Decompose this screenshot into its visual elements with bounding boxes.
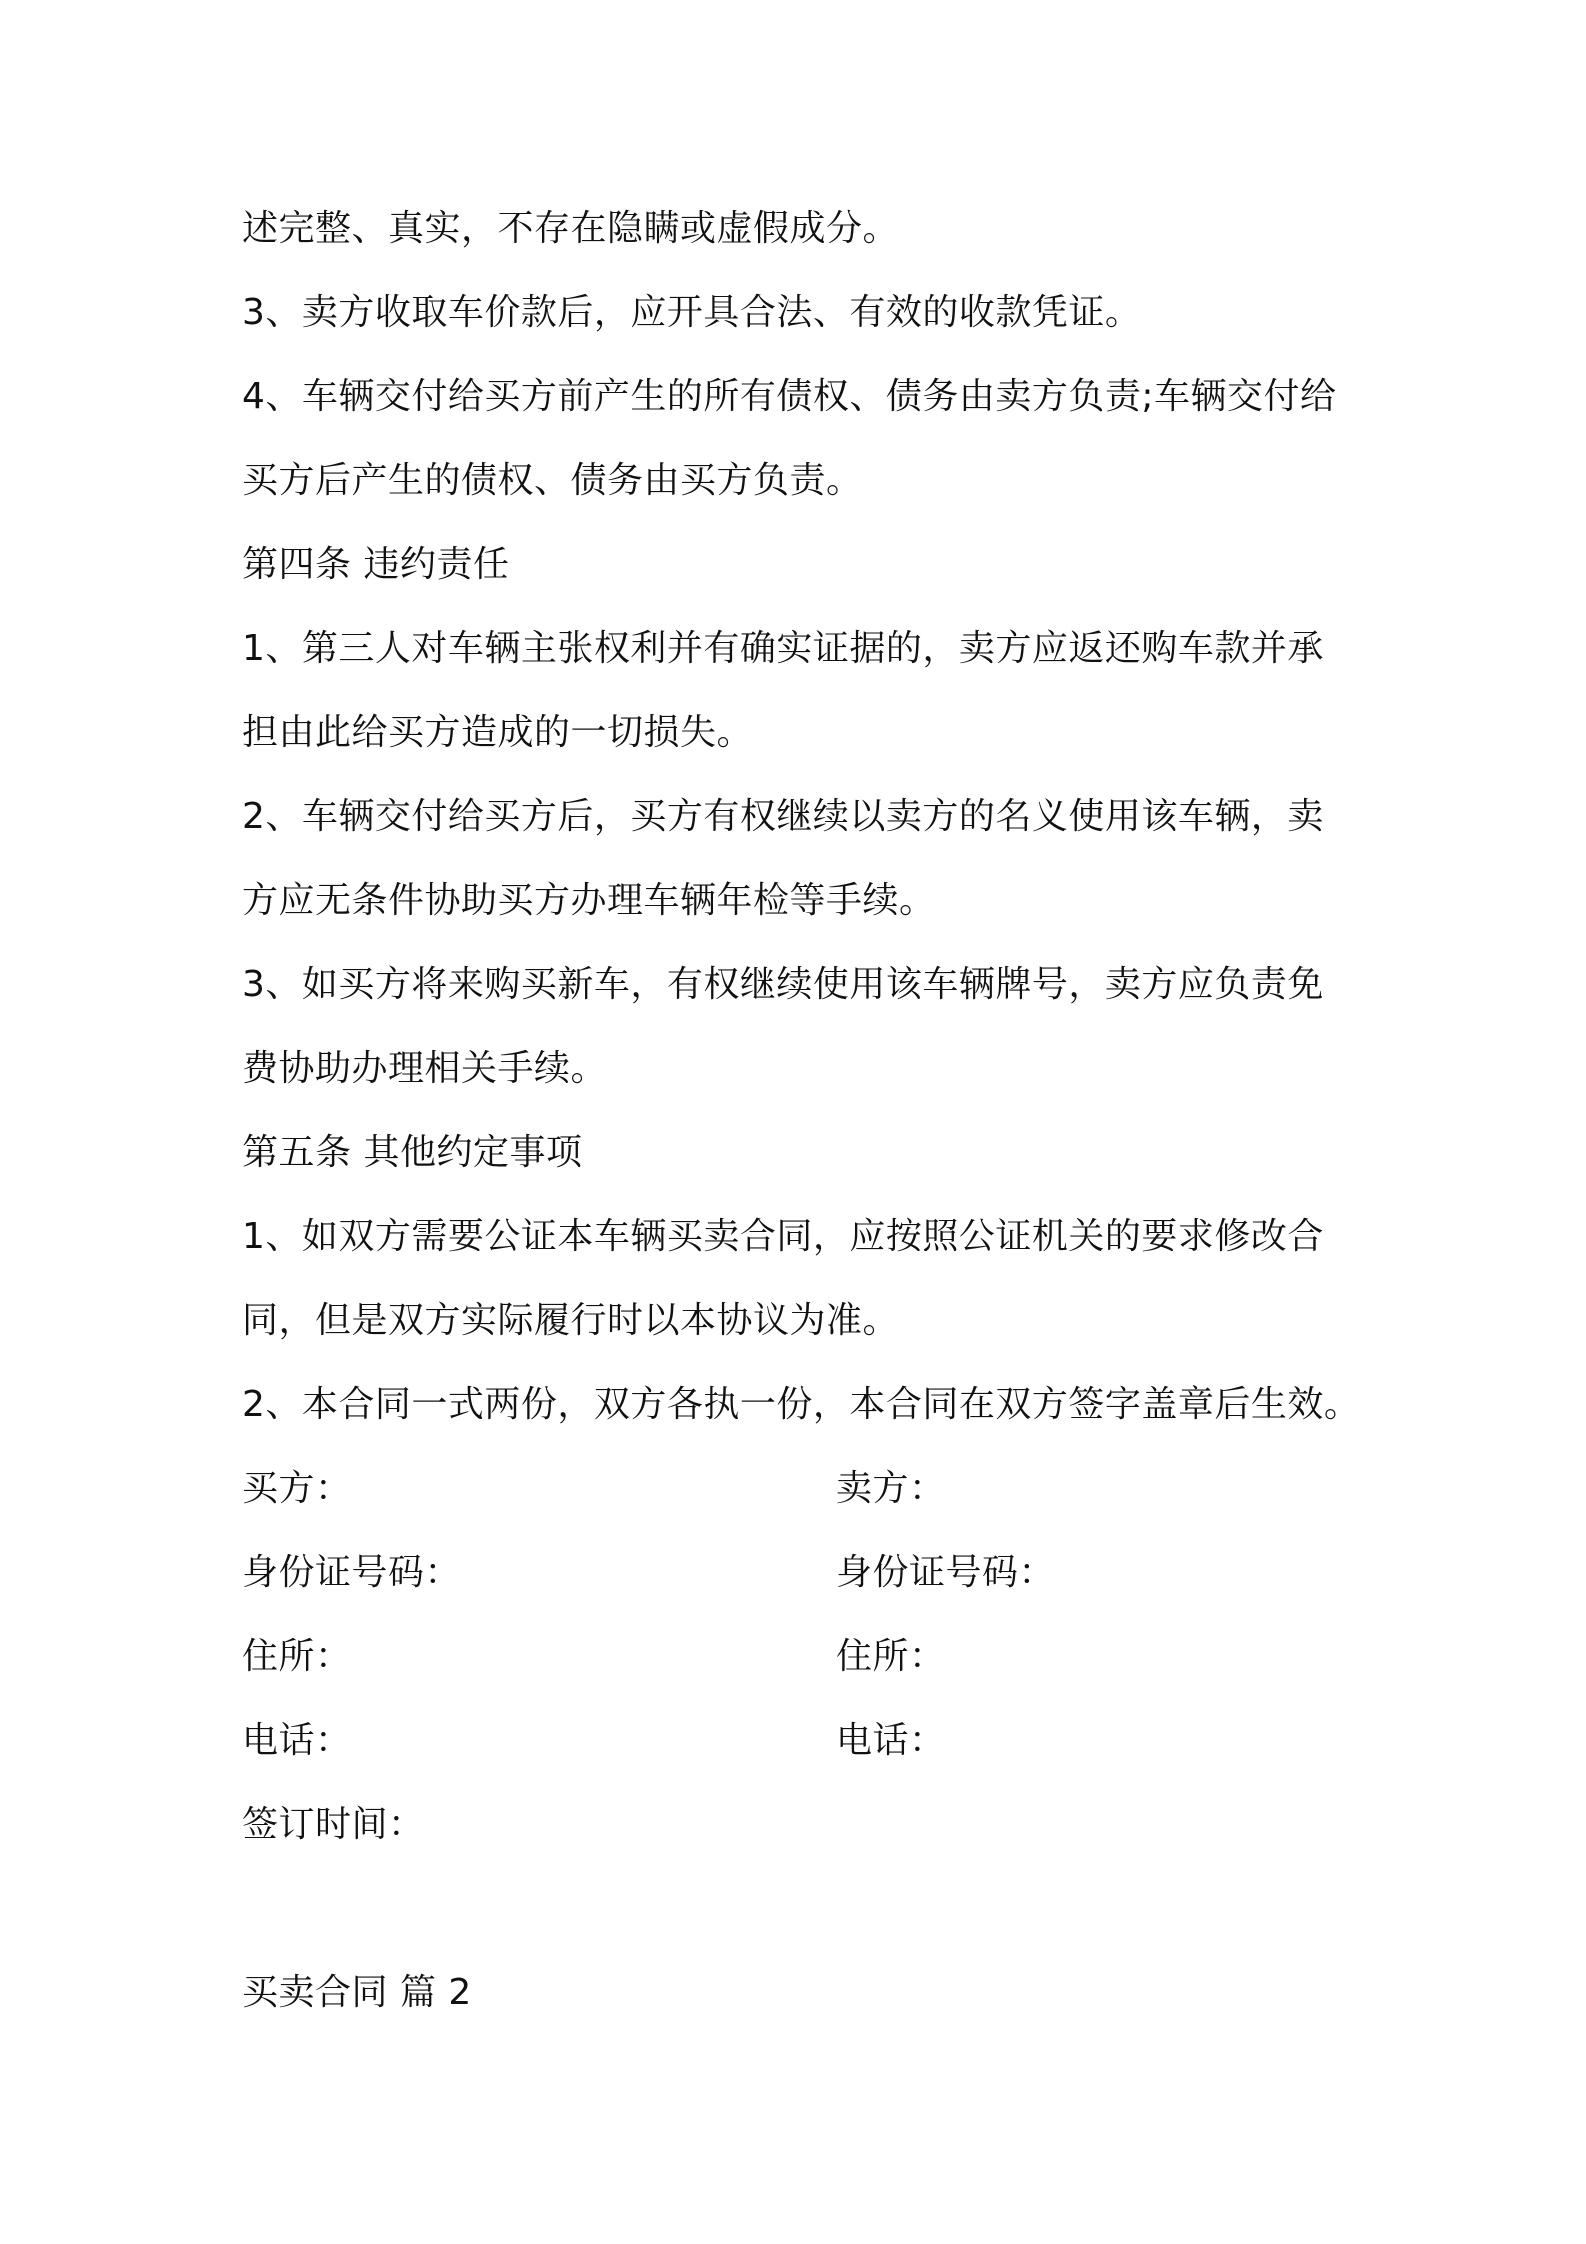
- paragraph-line: 2、本合同一式两份，双方各执一份，本合同在双方签字盖章后生效。: [242, 1384, 1361, 1425]
- seller-id-label: 身份证号码：: [836, 1552, 1056, 1593]
- paragraph-line: 1、如双方需要公证本车辆买卖合同，应按照公证机关的要求修改合: [242, 1216, 1324, 1257]
- paragraph-line: 3、如买方将来购买新车，有权继续使用该车辆牌号，卖方应负责免: [242, 964, 1324, 1005]
- paragraph-line: 4、车辆交付给买方前产生的所有债权、债务由卖方负责;车辆交付给: [242, 376, 1337, 417]
- sign-date-label: 签订时间：: [242, 1804, 425, 1845]
- paragraph-line: 担由此给买方造成的一切损失。: [242, 712, 754, 753]
- paragraph-line: 方应无条件协助买方办理车辆年检等手续。: [242, 880, 936, 921]
- paragraph-line: 1、第三人对车辆主张权利并有确实证据的，卖方应返还购车款并承: [242, 628, 1324, 669]
- paragraph-line: 买方后产生的债权、债务由买方负责。: [242, 460, 863, 501]
- paragraph-line: 3、卖方收取车价款后，应开具合法、有效的收款凭证。: [242, 292, 1142, 333]
- seller-label: 卖方：: [836, 1468, 946, 1509]
- buyer-label: 买方：: [242, 1468, 352, 1509]
- section-heading: 第四条 违约责任: [242, 544, 510, 585]
- next-section-title: 买卖合同 篇 2: [242, 1972, 472, 2013]
- paragraph-line: 2、车辆交付给买方后，买方有权继续以卖方的名义使用该车辆，卖: [242, 796, 1324, 837]
- buyer-id-label: 身份证号码：: [242, 1552, 462, 1593]
- paragraph-line: 同，但是双方实际履行时以本协议为准。: [242, 1300, 900, 1341]
- section-heading: 第五条 其他约定事项: [242, 1132, 583, 1173]
- seller-phone-label: 电话：: [836, 1720, 946, 1761]
- buyer-phone-label: 电话：: [242, 1720, 352, 1761]
- seller-address-label: 住所：: [836, 1636, 946, 1677]
- buyer-address-label: 住所：: [242, 1636, 352, 1677]
- paragraph-line: 述完整、真实，不存在隐瞒或虚假成分。: [242, 208, 900, 249]
- paragraph-line: 费协助办理相关手续。: [242, 1048, 608, 1089]
